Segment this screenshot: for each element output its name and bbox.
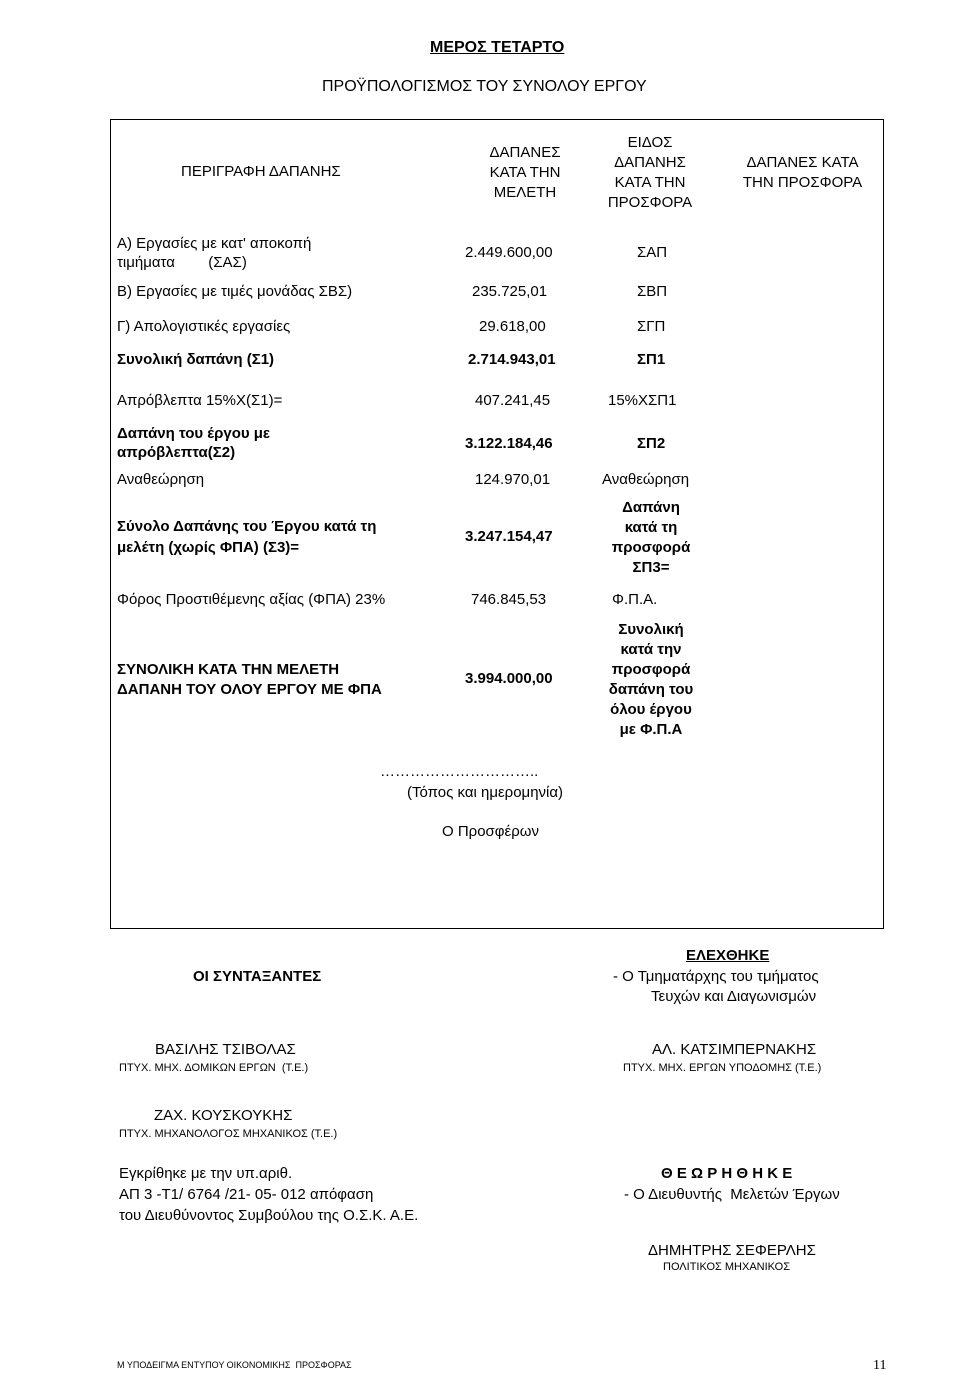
row-s2-desc-line: απρόβλεπτα(Σ2): [117, 444, 236, 461]
checker-title: ΠΤΥΧ. ΜΗΧ. ΕΡΓΩΝ ΥΠΟΔΟΜΗΣ (Τ.Ε.): [623, 1062, 822, 1074]
approved-line3: του Διευθύνοντος Συμβούλου της Ο.Σ.Κ. Α.Ε.: [119, 1207, 419, 1224]
place-date-dots: …………………………..: [380, 763, 539, 780]
col-header-description: ΠΕΡΙΓΡΑΦΗ ΔΑΠΑΝΗΣ: [181, 163, 341, 180]
approved-line2: ΑΠ 3 -Τ1/ 6764 /21- 05- 012 απόφαση: [119, 1186, 374, 1203]
row-a-desc-line: τιμήματα (ΣΑΣ): [117, 254, 247, 271]
row-s3-code: [592, 498, 710, 578]
row-unforeseen-value: 407.241,45: [475, 392, 551, 409]
row-grand-code-line: όλου έργου: [610, 701, 692, 718]
col-header-type-line: ΠΡΟΣΦΟΡΑ: [607, 194, 693, 211]
checked-title: ΕΛΕΧΘΗΚΕ: [686, 947, 770, 964]
viewed-title: Θ Ε Ω Ρ Η Θ Η Κ Ε: [661, 1165, 793, 1182]
row-b-value: 235.725,01: [472, 283, 548, 300]
row-grand-code: [592, 620, 710, 740]
row-s2-code: ΣΠ2: [637, 435, 666, 452]
author2-name: ΖΑΧ. ΚΟΥΣΚΟΥΚΗΣ: [154, 1107, 293, 1124]
row-s3-code-line: ΣΠ3=: [632, 559, 670, 576]
approved-line1: Εγκρίθηκε με την υπ.αριθ.: [119, 1165, 293, 1182]
row-vat-description: Φόρος Προστιθέμενης αξίας (ΦΠΑ) 23%: [117, 591, 386, 608]
col-header-study-line: ΔΑΠΑΝΕΣ: [489, 144, 561, 161]
row-s3-code-line: Δαπάνη: [622, 499, 680, 516]
row-c-code: ΣΓΠ: [637, 318, 666, 335]
author2-title: ΠΤΥΧ. ΜΗΧΑΝΟΛΟΓΟΣ ΜΗΧΑΝΙΚΟΣ (Τ.Ε.): [119, 1128, 338, 1140]
col-header-type-line: ΚΑΤΑ ΤΗΝ: [614, 174, 686, 191]
author1-title: ΠΤΥΧ. ΜΗΧ. ΔΟΜΙΚΩΝ ΕΡΓΩΝ (Τ.Ε.): [119, 1062, 309, 1074]
col-header-study-line: ΜΕΛΕΤΗ: [493, 184, 557, 201]
row-s2-description: [117, 424, 270, 462]
row-b-description: Β) Εργασίες με τιμές μονάδας ΣΒΣ): [117, 283, 353, 300]
row-grand-code-line: κατά την: [620, 641, 682, 658]
row-unforeseen-description: Απρόβλεπτα 15%Χ(Σ1)=: [117, 392, 283, 409]
row-total1-value: 2.714.943,01: [468, 351, 556, 368]
row-grand-desc-line: ΔΑΠΑΝΗ ΤΟΥ ΟΛΟΥ ΕΡΓΟΥ ΜΕ ΦΠΑ: [117, 681, 382, 698]
row-grand-value: 3.994.000,00: [465, 670, 553, 687]
col-header-type: [590, 133, 710, 213]
row-s2-value: 3.122.184,46: [465, 435, 553, 452]
row-grand-code-line: με Φ.Π.Α: [619, 721, 683, 738]
row-unforeseen-code: 15%ΧΣΠ1: [608, 392, 677, 409]
authors-title: ΟΙ ΣΥΝΤΑΞΑΝΤΕΣ: [193, 968, 322, 985]
col-header-study: [470, 143, 580, 203]
section-title: ΜΕΡΟΣ ΤΕΤΑΡΤΟ: [430, 39, 565, 56]
row-grand-desc-line: ΣΥΝΟΛΙΚΗ ΚΑΤΑ ΤΗΝ ΜΕΛΕΤΗ: [117, 661, 340, 678]
budget-title: ΠΡΟΫΠΟΛΟΓΙΣΜΟΣ ΤΟΥ ΣΥΝΟΛΟΥ ΕΡΓΟΥ: [322, 78, 647, 95]
checker-name: ΑΛ. ΚΑΤΣΙΜΠΕΡΝΑΚΗΣ: [652, 1041, 817, 1058]
row-s3-desc-line: Σύνολο Δαπάνης του Έργου κατά τη: [117, 518, 377, 535]
place-date-label: (Τόπος και ημερομηνία): [407, 784, 564, 801]
row-c-description: Γ) Απολογιστικές εργασίες: [117, 318, 291, 335]
page-number: 11: [873, 1358, 887, 1373]
checked-role-line1: - Ο Τμηματάρχης του τμήματος: [613, 968, 819, 985]
director-name: ΔΗΜΗΤΡΗΣ ΣΕΦΕΡΛΗΣ: [648, 1242, 816, 1259]
row-s3-value: 3.247.154,47: [465, 528, 553, 545]
viewed-role: - Ο Διευθυντής Μελετών Έργων: [624, 1186, 840, 1203]
row-vat-code: Φ.Π.Α.: [612, 591, 658, 608]
row-revision-description: Αναθεώρηση: [117, 471, 205, 488]
row-grand-code-line: προσφορά: [611, 661, 691, 678]
bidder-label: Ο Προσφέρων: [442, 823, 539, 840]
director-title: ΠΟΛΙΤΙΚΟΣ ΜΗΧΑΝΙΚΟΣ: [663, 1261, 791, 1273]
row-a-description: [117, 234, 311, 272]
row-a-code: ΣΑΠ: [637, 244, 668, 261]
col-header-offer-line: ΔΑΠΑΝΕΣ ΚΑΤΑ: [746, 154, 859, 171]
row-grand-code-line: Συνολική: [618, 621, 684, 638]
row-revision-value: 124.970,01: [475, 471, 551, 488]
row-c-value: 29.618,00: [479, 318, 546, 335]
row-s3-desc-line: μελέτη (χωρίς ΦΠΑ) (Σ3)=: [117, 539, 300, 556]
col-header-type-line: ΔΑΠΑΝΗΣ: [614, 154, 686, 171]
col-header-offer: [725, 153, 880, 193]
col-header-type-line: ΕΙΔΟΣ: [627, 134, 673, 151]
row-s3-code-line: προσφορά: [611, 539, 691, 556]
row-grand-code-line: δαπάνη του: [608, 681, 694, 698]
author1-name: ΒΑΣΙΛΗΣ ΤΣΙΒΟΛΑΣ: [155, 1041, 296, 1058]
row-revision-code: Αναθεώρηση: [602, 471, 690, 488]
row-s2-desc-line: Δαπάνη του έργου με: [117, 425, 271, 442]
row-grand-description: [117, 660, 382, 700]
col-header-study-line: ΚΑΤΑ ΤΗΝ: [489, 164, 561, 181]
col-header-offer-line: ΤΗΝ ΠΡΟΣΦΟΡΑ: [742, 174, 863, 191]
form-label: Μ ΥΠΟΔΕΙΓΜΑ ΕΝΤΥΠΟΥ ΟΙΚΟΝΟΜΙΚΗΣ ΠΡΟΣΦΟΡΑΣ: [117, 1360, 352, 1370]
row-a-value: 2.449.600,00: [465, 244, 553, 261]
row-s3-description: [117, 516, 376, 558]
row-a-desc-line: Α) Εργασίες με κατ' αποκοπή: [117, 235, 312, 252]
row-b-code: ΣΒΠ: [637, 283, 668, 300]
row-vat-value: 746.845,53: [471, 591, 547, 608]
row-total1-description: Συνολική δαπάνη (Σ1): [117, 351, 275, 368]
checked-role-line2: Τευχών και Διαγωνισμών: [651, 988, 817, 1005]
row-s3-code-line: κατά τη: [624, 519, 678, 536]
row-total1-code: ΣΠ1: [637, 351, 666, 368]
